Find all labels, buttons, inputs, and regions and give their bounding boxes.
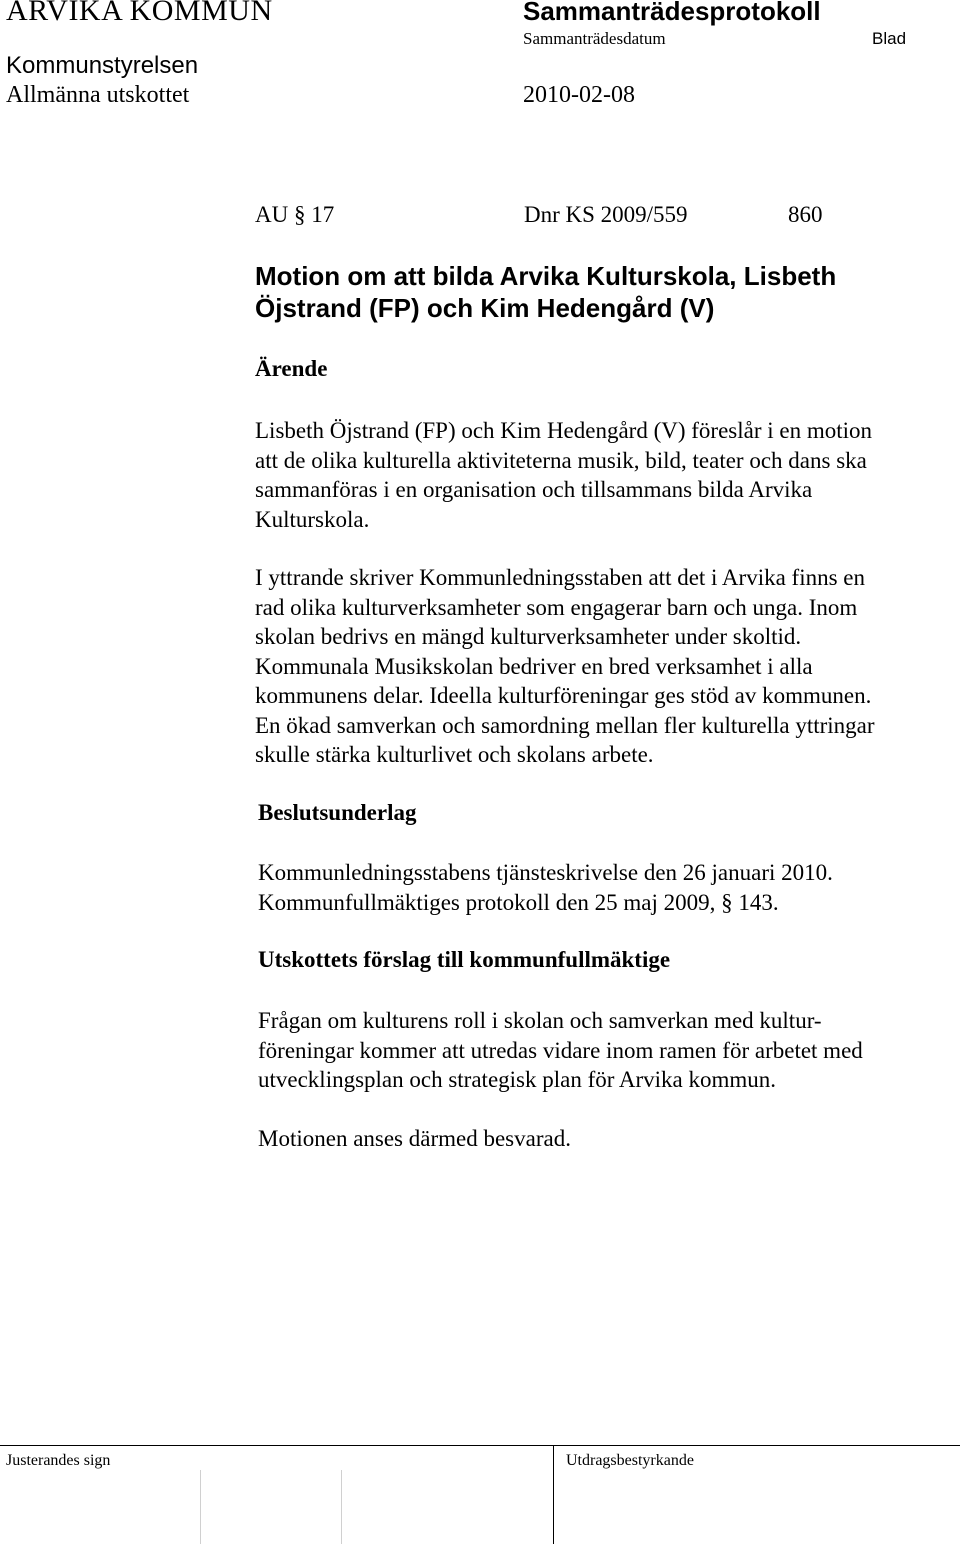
page-label: Blad bbox=[872, 29, 907, 48]
text-line: att de olika kulturella aktiviteterna musik, bild, teater och dans ska bbox=[255, 447, 867, 473]
text-line: Lisbeth Öjstrand (FP) och Kim Hedengård (V) föreslår i en motion bbox=[255, 418, 873, 443]
text-line: Kulturskola. bbox=[255, 506, 370, 532]
text-line: Kommunfullmäktiges protokoll den 25 maj 2009, § 143. bbox=[258, 889, 779, 915]
footer-divider bbox=[0, 1445, 960, 1446]
signature-label: Justerandes sign bbox=[6, 1452, 111, 1469]
meeting-date: 2010-02-08 bbox=[523, 82, 635, 108]
text-line: föreningar kommer att utredas vidare inom ramen för arbetet med bbox=[258, 1037, 863, 1063]
text-line: Motionen anses därmed besvarad. bbox=[258, 1126, 571, 1151]
document-type: Sammanträdesprotokoll bbox=[523, 0, 821, 26]
footer-column-divider bbox=[553, 1446, 554, 1544]
signature-box-divider bbox=[200, 1470, 201, 1544]
paragraph-beslutsunderlag bbox=[258, 858, 833, 917]
text-line: sammanföras i en organisation och tillsammans bilda Arvika bbox=[255, 477, 813, 502]
text-line: Frågan om kulturens roll i skolan och samverkan med kultur- bbox=[258, 1008, 822, 1033]
committee-name: Kommunstyrelsen bbox=[6, 52, 199, 79]
section-heading-arende: Ärende bbox=[255, 356, 328, 381]
section-heading-beslutsunderlag: Beslutsunderlag bbox=[258, 800, 417, 825]
paragraph-arende-2 bbox=[255, 563, 875, 770]
text-line: skolan bedrivs en mängd kulturverksamheter under skoltid. bbox=[255, 624, 802, 649]
paragraph-forslag-1 bbox=[258, 1006, 863, 1095]
meeting-date-label: Sammanträdesdatum bbox=[523, 29, 666, 48]
organization-name: ARVIKA KOMMUN bbox=[6, 0, 273, 27]
text-line: Kommunala Musikskolan bedriver en bred verksamhet i alla bbox=[255, 653, 813, 679]
text-line: En ökad samverkan och samordning mellan fler kulturella yttringar bbox=[255, 712, 875, 738]
document-title: Motion om att bilda Arvika Kulturskola, Lisbeth Öjstrand (FP) och Kim Hedengård (V) bbox=[255, 261, 837, 323]
case-reference: AU § 17 bbox=[255, 202, 335, 227]
text-line: utvecklingsplan och strategisk plan för Arvika kommun. bbox=[258, 1067, 777, 1092]
case-dnr: Dnr KS 2009/559 bbox=[524, 202, 688, 227]
case-number: 860 bbox=[788, 202, 823, 227]
section-heading-forslag: Utskottets förslag till kommunfullmäktige bbox=[258, 947, 671, 972]
text-line: Kommunledningsstabens tjänsteskrivelse den 26 januari 2010. bbox=[258, 860, 833, 885]
extract-certification-label: Utdragsbestyrkande bbox=[566, 1452, 694, 1469]
paragraph-forslag-2 bbox=[258, 1124, 571, 1154]
paragraph-arende-1 bbox=[255, 416, 872, 534]
text-line: I yttrande skriver Kommunledningsstaben att det i Arvika finns en bbox=[255, 565, 866, 590]
signature-box-divider bbox=[341, 1470, 342, 1544]
text-line: rad olika kulturverksamheter som engagerar barn och unga. Inom bbox=[255, 594, 858, 620]
subcommittee-name: Allmänna utskottet bbox=[6, 82, 190, 108]
text-line: skulle stärka kulturlivet och skolans arbete. bbox=[255, 742, 654, 767]
text-line: kommunens delar. Ideella kulturföreningar ges stöd av kommunen. bbox=[255, 683, 872, 708]
